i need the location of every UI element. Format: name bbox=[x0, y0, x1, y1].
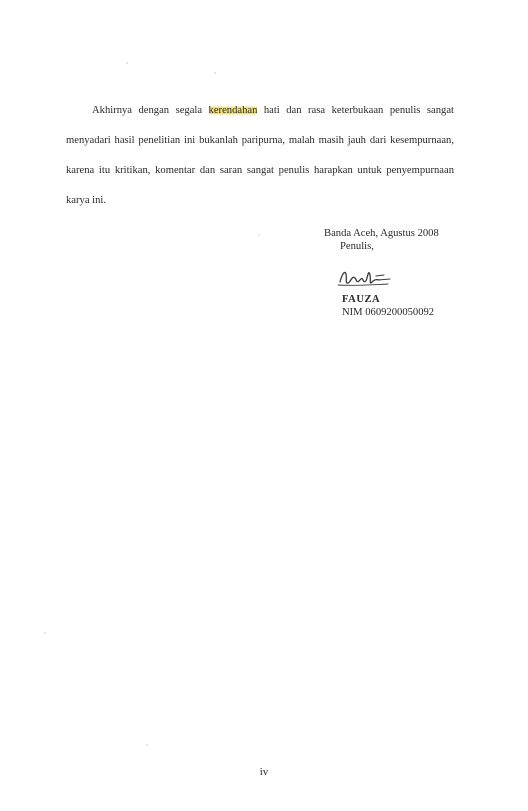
scan-speck bbox=[146, 744, 148, 746]
paragraph-text-start: Akhirnya dengan segala bbox=[92, 105, 209, 116]
scan-speck bbox=[44, 632, 46, 634]
closing-paragraph bbox=[66, 96, 454, 216]
signature-place-date: Banda Aceh, Agustus 2008 bbox=[324, 228, 439, 239]
paragraph-text-end: hati dan rasa keterbukaan penulis sangat menyadari hasil penelitian ini bukanlah paripurna, malah masih jauh dari kesempurnaan, karena itu kritikan, komentar dan saran sangat penulis harapkan untuk penyempurnaan karya ini. bbox=[66, 105, 454, 206]
author-nim: NIM 0609200050092 bbox=[342, 307, 435, 318]
scan-speck bbox=[258, 234, 260, 236]
page-number: iv bbox=[259, 766, 269, 778]
handwritten-signature bbox=[336, 266, 396, 290]
signature-role: Penulis, bbox=[340, 241, 374, 252]
highlighted-word: kerendahan bbox=[208, 105, 258, 116]
scan-speck bbox=[126, 62, 128, 64]
scan-speck bbox=[214, 72, 216, 74]
author-name: FAUZA bbox=[342, 294, 381, 305]
